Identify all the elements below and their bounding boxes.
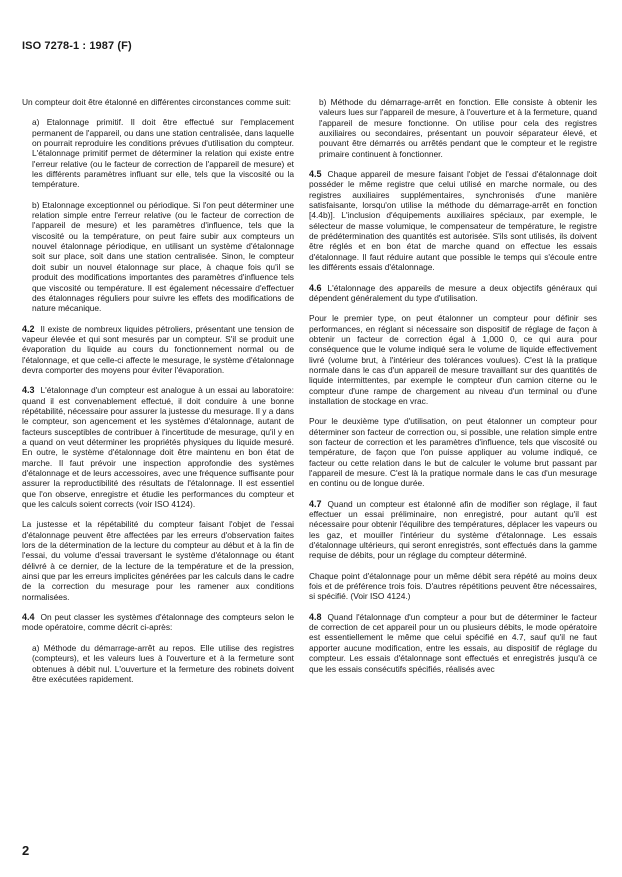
section-4-3-paragraph-2: La justesse et la répétabilité du compteur faisant l'objet de l'essai d'étalonnage peuvent être affectées par les erreurs d'observation faites lors de la détermination de la lecture du compteur au début et à la fin de l'essai, du volume d'essai traversant le système d'étalonnage ou étant délivré à ce dernier, de la lecture de la température et de la pression, ainsi que par les erreurs implicites générées par les calculs dans le cadre de la correction du mesurage pour les ramener aux conditions normalisées. xyxy=(22,519,294,602)
section-4-7-paragraph-2: Chaque point d'étalonnage pour un même débit sera répété au moins deux fois et de préférence trois fois. D'autres répétitions peuvent être nécessaires, si spécifié. (Voir ISO 4124.) xyxy=(309,570,597,602)
list-item-b: b) Etalonnage exceptionnel ou périodique. Si l'on peut déterminer une relation simple entre l'erreur relative (ou le facteur de correction de l'appareil de mesure) et les paramètres d'influence, tels que la viscosité ou la température, on peut faire subir aux compteurs un nouvel étalonnage périodique, en utilisant un système d'étalonnage soit sur place, soit dans une station centralisée. Sinon, le compteur doit subir un nouvel étalonnage sur place, à chaque fois qu'il se produit des modifications importantes des paramètres d'influence tels que viscosité ou température. Il est également nécessaire d'effectuer des étalonnages réguliers pour suivre les effets des modifications de nature mécanique. xyxy=(32,199,294,314)
section-4-4 xyxy=(22,612,294,633)
section-text: On peut classer les systèmes d'étalonnage des compteurs selon le mode opératoire, comme décrit ci-après: xyxy=(22,612,294,633)
section-text: Il existe de nombreux liquides pétroliers, présentant une tension de vapeur élevée et qui sont mesurés par un compteur. S'il se produit une évaporation du liquide au cours du fonctionnement normal ou de l'étalonnage, et que celle-ci affecte le mesurage, le système d'étalonnage devra comporter des moyens pour éviter l'évaporation. xyxy=(22,323,294,375)
section-text: Quand l'étalonnage d'un compteur a pour but de déterminer le facteur de correction de cet appareil pour un ou plusieurs débits, le mode opératoire est essentiellement le même que celui spécifié en 4.7, sauf qu'il ne faut apporter aucune modification, entre les essais, au dispositif de réglage du compteur. Les essais d'étalonnage sont effectués et enregistrés jusqu'à ce que les essais consécutifs spécifiés, réalisés avec xyxy=(309,611,597,674)
right-column xyxy=(309,97,597,684)
section-4-6 xyxy=(309,283,597,304)
section-number: 4.8 xyxy=(309,611,322,622)
section-number: 4.3 xyxy=(22,385,35,396)
document-header: ISO 7278-1 : 1987 (F) xyxy=(22,40,132,52)
section-number: 4.4 xyxy=(22,612,35,623)
section-4-7 xyxy=(309,499,597,561)
intro-paragraph: Un compteur doit être étalonné en différentes circonstances comme suit: xyxy=(22,97,291,107)
section-4-3 xyxy=(22,385,294,509)
section-text: Quand un compteur est étalonné afin de modifier son réglage, il faut effectuer un essai préliminaire, non enregistré, pour autant qu'il est nécessaire pour obtenir l'équilibre des températures, déplacer les vapeurs ou les gaz, et mouiller l'intérieur du système d'étalonnage. Les essais d'étalonnage ultérieurs, qui seront enregistrés, sont effectués dans la gamme requise de débits, pour un réglage du compteur déterminé. xyxy=(309,498,597,561)
section-number: 4.5 xyxy=(309,169,322,180)
section-number: 4.6 xyxy=(309,282,322,293)
section-4-6-paragraph-3: Pour le deuxième type d'utilisation, on peut étalonner un compteur pour déterminer son facteur de correction ou, si possible, une relation simple entre son facteur de correction et les paramètres d'influence, tels que viscosité ou température, de façon que l'on puisse appliquer au volume indiqué, ce facteur ou cette relation dans le but de calculer le volume brut passant par l'appareil de mesure. C'est là la pratique normale dans le cas d'un mesurage en continu ou de longue durée. xyxy=(309,416,597,489)
section-number: 4.7 xyxy=(309,498,322,509)
section-4-6-paragraph-2: Pour le premier type, on peut étalonner un compteur pour définir ses performances, en réglant si nécessaire son dispositif de réglage de façon à obtenir un facteur de correction égal à 1,000 0, ce qui aura pour conséquence que le volume indiqué sera le volume de liquide effectivement livré (volume brut, à l'intérieur des tolérances voulues). C'est là la pratique normale dans le cas d'un appareil de mesure travaillant sur des quantités de liquide intermittentes, par exemple le compteur d'un camion citerne ou le compteur d'une rampe de chargement au niveau d'un terminal ou d'une installation de stockage en vrac. xyxy=(309,313,597,406)
section-text: L'étalonnage des appareils de mesure a deux objectifs généraux qui dépendent généralement du type d'utilisation. xyxy=(309,282,597,303)
section-text: Chaque appareil de mesure faisant l'objet de l'essai d'étalonnage doit posséder le même registre que celui utilisé en marche normale, ou des registres auxiliaires supplémentaires, synchronisés d'une manière satisfaisante, lorsqu'on utilise la méthode du démarrage-arrêt en fonction [4.4b)]. L'inclusion d'équipements auxiliaires spéciaux, par exemple, le sélecteur de masse volumique, le compensateur de température, le registre de prédétermination des quantités est autorisée. S'ils sont utilisés, ils doivent être réglés et en bon état de marche quand on effectue les essais d'étalonnage. Il faut réduire autant que possible le temps qui s'écoule entre les différents essais d'étalonnage. xyxy=(309,169,597,273)
list-item-4-4-b: b) Méthode du démarrage-arrêt en fonction. Elle consiste à obtenir les valeurs lues sur l'appareil de mesure, à l'ouverture et à la fermeture, quand l'appareil de mesure fonctionne. On utilise pour cela des registres auxiliaires ou secondaires, présentant un pouvoir séparateur élevé, et pouvant être démarrés ou arrêtés pendant que le compteur et le registre primaire continuent à fonctionner. xyxy=(319,97,597,159)
section-4-8 xyxy=(309,612,597,674)
page-number: 2 xyxy=(22,843,30,858)
section-text: L'étalonnage d'un compteur est analogue à un essai au laboratoire: quand il est convenablement effectué, il doit conduire à une bonne répétabilité, nécessaire pour assurer la justesse du mesurage. Il y a dans le compteur, son agencement et les systèmes d'étalonnage, autant de facteurs susceptibles de contribuer à l'incertitude de mesurage, qu'il y en a quand on veut déterminer les propriétés physiques du liquide mesuré. En outre, le système d'étalonnage doit être maintenu en bon état de marche. Il faut prévoir une inspection approfondie des systèmes d'étalonnage et de leurs accessoires, avec une fréquence suffisante pour assurer la reproductibilité des résultats de l'étalonnage. Il est essentiel que l'on observe, enregistre et étudie les performances du compteur et que les calculs soient corrects (voir ISO 4124). xyxy=(22,385,294,510)
section-4-2 xyxy=(22,324,294,376)
section-number: 4.2 xyxy=(22,323,35,334)
section-4-5 xyxy=(309,169,597,272)
left-column xyxy=(22,97,294,694)
list-item-4-4-a: a) Méthode du démarrage-arrêt au repos. Elle utilise des registres (compteurs), et les valeurs lues à l'ouverture et à la fermeture sont obtenues à débit nul. L'ouverture et la fermeture des robinets doivent être exécutées rapidement. xyxy=(32,642,294,684)
list-item-a: a) Etalonnage primitif. Il doit être effectué sur l'emplacement permanent de l'appareil, ou dans une station centralisée, dans laquelle on pourrait reproduire les conditions prévues d'utilisation du compteur. L'étalonnage primitif permet de déterminer la relation qui existe entre l'erreur relative (ou le facteur de correction de l'appareil de mesure) et les différents paramètres influant sur elle, tels que la viscosité ou la température. xyxy=(32,117,294,190)
